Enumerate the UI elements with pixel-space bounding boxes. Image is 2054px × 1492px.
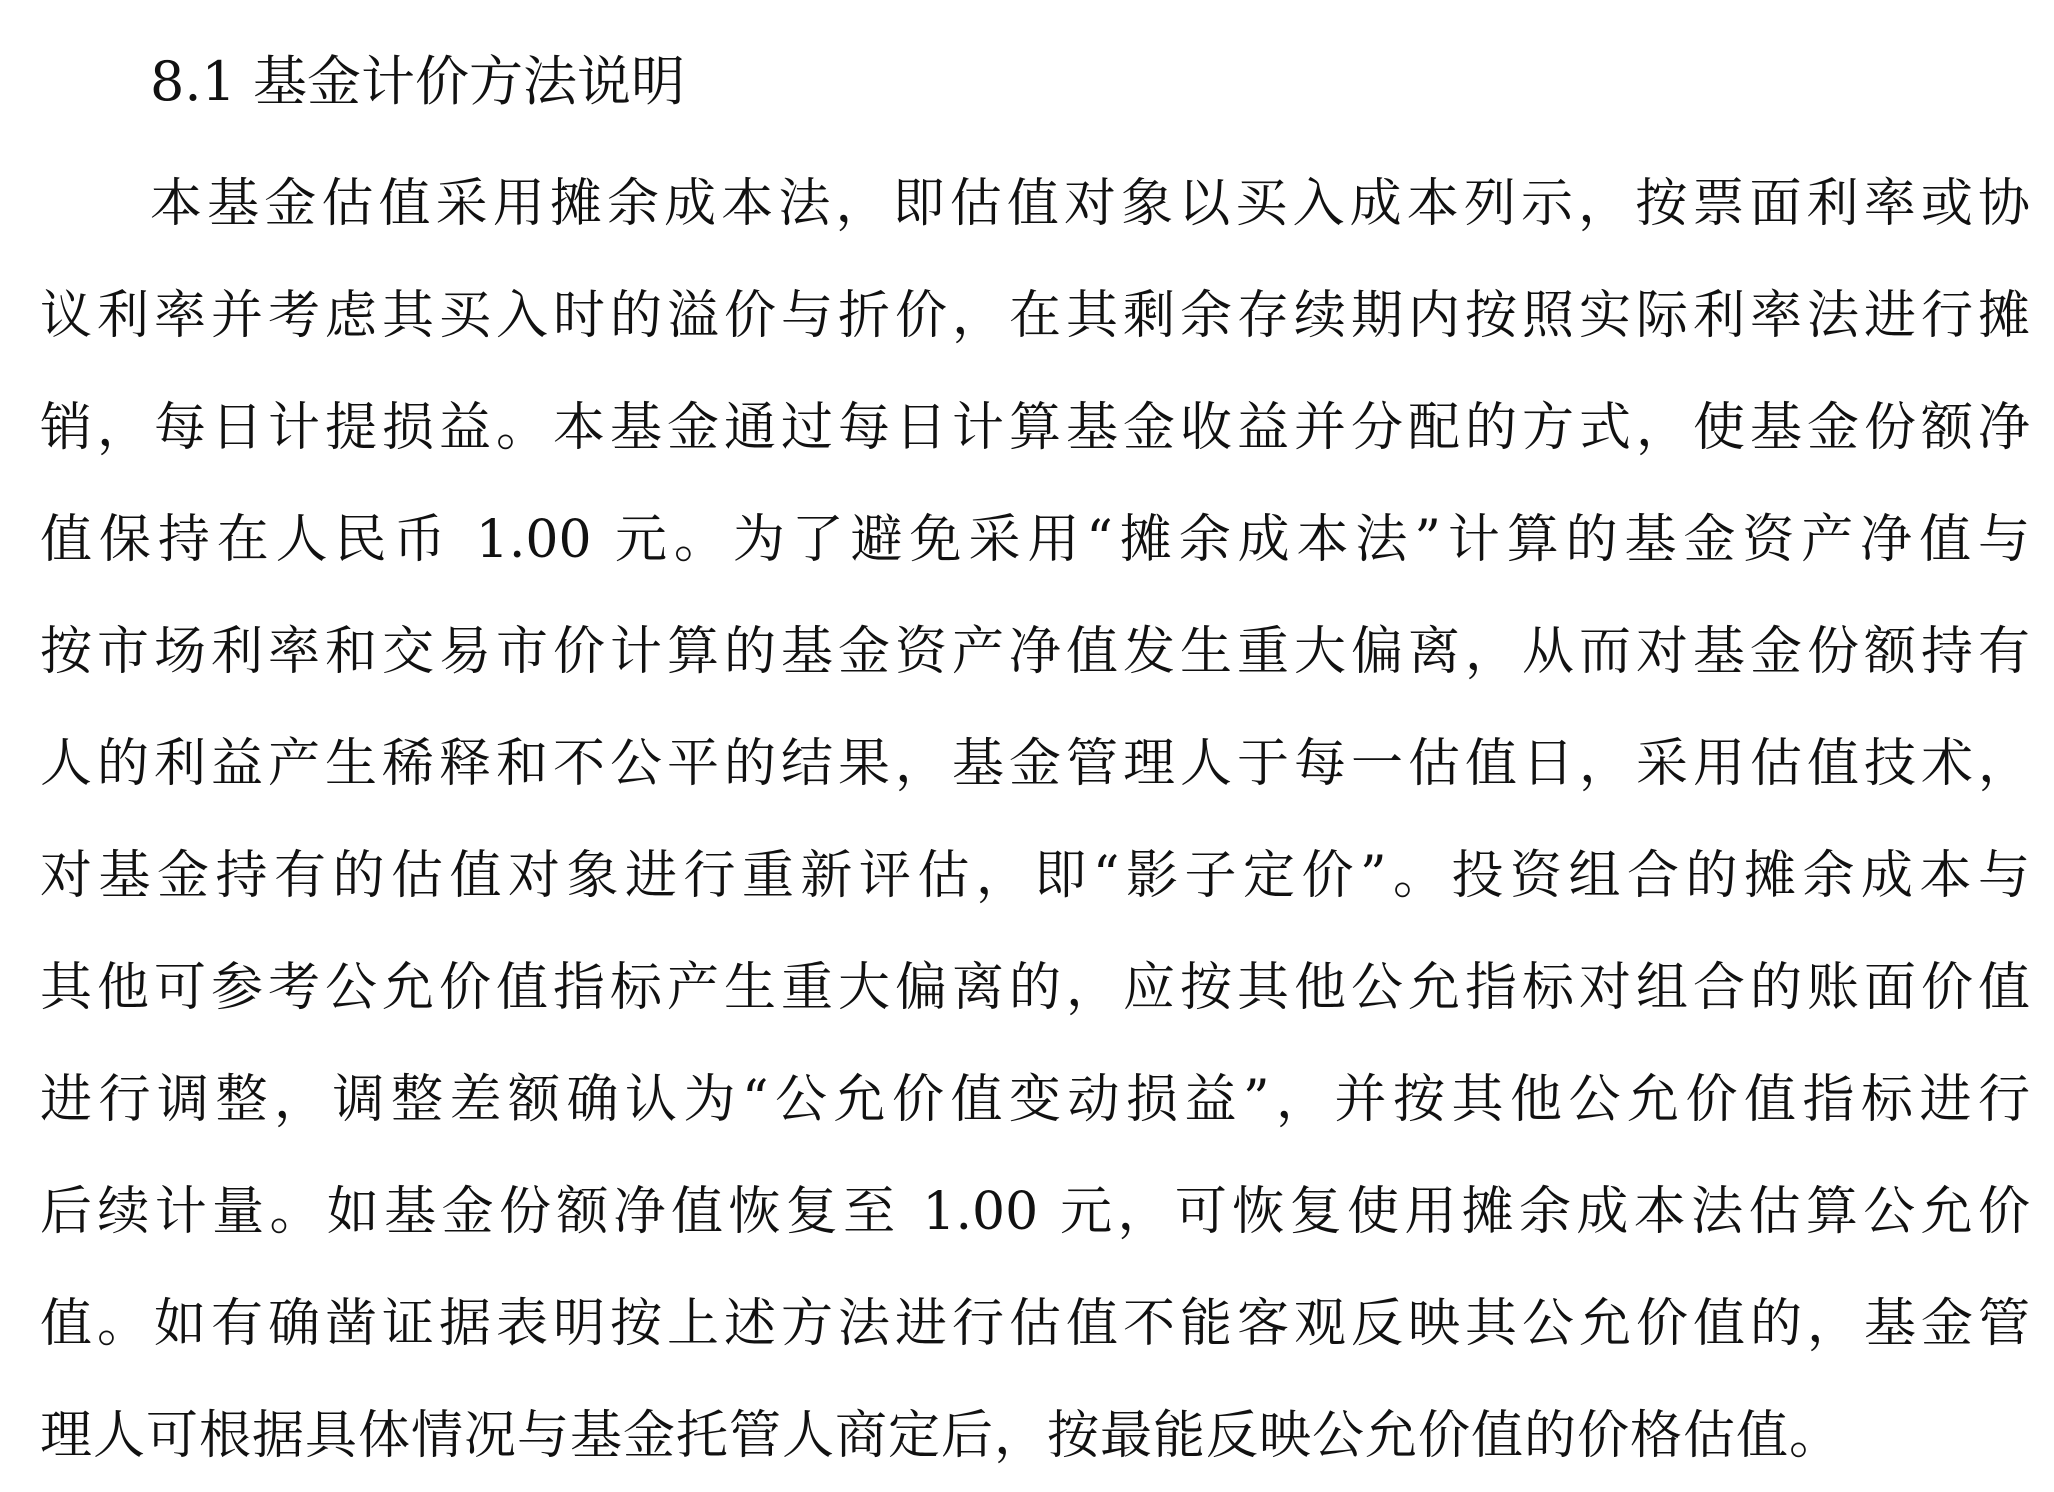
paragraph-line: 议利率并考虑其买入时的溢价与折价，在其剩余存续期内按照实际利率法进行摊 <box>40 286 2030 346</box>
paragraph-line: 对基金持有的估值对象进行重新评估，即“影子定价”。投资组合的摊余成本与 <box>40 846 2030 906</box>
paragraph-line: 值。如有确凿证据表明按上述方法进行估值不能客观反映其公允价值的，基金管 <box>40 1294 2030 1354</box>
paragraph-line: 理人可根据具体情况与基金托管人商定后，按最能反映公允价值的价格估值。 <box>40 1406 1843 1466</box>
paragraph-line: 本基金估值采用摊余成本法，即估值对象以买入成本列示，按票面利率或协 <box>150 174 2030 234</box>
paragraph-line: 后续计量。如基金份额净值恢复至 1.00 元，可恢复使用摊余成本法估算公允价 <box>40 1182 2030 1242</box>
paragraph-line: 按市场利率和交易市价计算的基金资产净值发生重大偏离，从而对基金份额持有 <box>40 622 2030 682</box>
section-body <box>40 148 2030 1492</box>
paragraph-line: 人的利益产生稀释和不公平的结果，基金管理人于每一估值日，采用估值技术， <box>40 734 2030 794</box>
paragraph-line: 值保持在人民币 1.00 元。为了避免采用“摊余成本法”计算的基金资产净值与 <box>40 510 2030 570</box>
paragraph-line: 销，每日计提损益。本基金通过每日计算基金收益并分配的方式，使基金份额净 <box>40 398 2030 458</box>
section-heading: 8.1 基金计价方法说明 <box>150 50 686 113</box>
paragraph-line: 进行调整，调整差额确认为“公允价值变动损益”，并按其他公允价值指标进行 <box>40 1070 2030 1130</box>
paragraph-line: 其他可参考公允价值指标产生重大偏离的，应按其他公允指标对组合的账面价值 <box>40 958 2030 1018</box>
